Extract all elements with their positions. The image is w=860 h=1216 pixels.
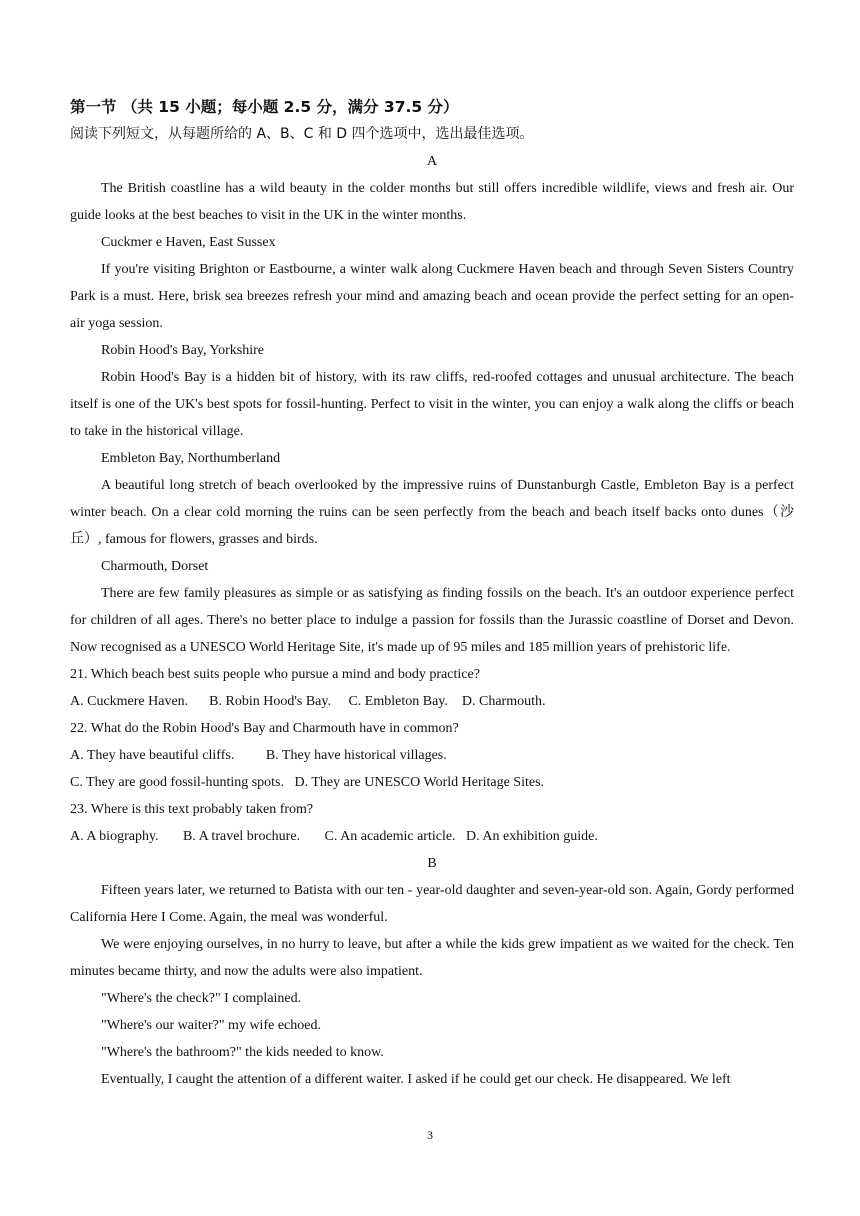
question-22-options-line-1: A. They have beautiful cliffs. B. They have historical villages. — [70, 748, 447, 763]
beach-heading: Embleton Bay, Northumberland — [101, 451, 281, 466]
passage-b-paragraph: Fifteen years later, we returned to Batista with our ten - year-old daughter and seven-year-old son. Again, Gordy performed California Here I Come. Again, the meal was wonderful. — [70, 883, 794, 925]
section-title: 第一节 （共 15 小题；每小题 2.5 分，满分 37.5 分） — [70, 98, 459, 116]
passage-b-paragraph: "Where's the check?" I complained. — [101, 991, 302, 1006]
question-21-stem: 21. Which beach best suits people who pursue a mind and body practice? — [70, 667, 480, 682]
section-instruction: 阅读下列短文，从每题所给的 A、B、C 和 D 四个选项中，选出最佳选项。 — [70, 126, 534, 142]
beach-description: There are few family pleasures as simple or as satisfying as finding fossils on the beach. It's an outdoor experience perfect for children of all ages. There's no better place to indulge a passion for fossils than the Jurassic coastline of Dorset and Devon. Now recognised as a UNESCO World Heritage Site, it's made up of 95 miles and 185 million years of prehistoric life. — [70, 586, 794, 655]
passage-b-paragraph: "Where's our waiter?" my wife echoed. — [101, 1018, 321, 1033]
passage-a-letter: A — [426, 154, 438, 169]
question-22-options-line-2: C. They are good fossil-hunting spots. D. They are UNESCO World Heritage Sites. — [70, 775, 545, 790]
question-23-stem: 23. Where is this text probably taken from? — [70, 802, 314, 817]
question-23-options: A. A biography. B. A travel brochure. C. An academic article. D. An exhibition guide. — [70, 829, 598, 844]
beach-heading: Charmouth, Dorset — [101, 559, 209, 574]
page-content — [70, 94, 794, 1093]
beach-heading: Cuckmer e Haven, East Sussex — [101, 235, 276, 250]
page-number: 3 — [427, 1128, 433, 1142]
passage-b-paragraph: We were enjoying ourselves, in no hurry to leave, but after a while the kids grew impatient as we waited for the check. Ten minutes became thirty, and now the adults were also impatient. — [70, 937, 794, 979]
beach-description: A beautiful long stretch of beach overlooked by the impressive ruins of Dunstanburgh Castle, Embleton Bay is a perfect winter beach. On a clear cold morning the ruins can be seen perfectly from the beach and beach itself backs onto dunes（沙丘）, famous for flowers, grasses and birds. — [70, 478, 794, 547]
question-22-stem: 22. What do the Robin Hood's Bay and Charmouth have in common? — [70, 721, 459, 736]
beach-description: If you're visiting Brighton or Eastbourne, a winter walk along Cuckmere Haven beach and through Seven Sisters Country Park is a must. Here, brisk sea breezes refresh your mind and amazing beach and ocean provide the perfect setting for an open-air yoga session. — [70, 262, 794, 331]
passage-b-paragraph: "Where's the bathroom?" the kids needed to know. — [101, 1045, 384, 1060]
beach-heading: Robin Hood's Bay, Yorkshire — [101, 343, 265, 358]
passage-b-paragraph: Eventually, I caught the attention of a different waiter. I asked if he could get our check. He disappeared. We left — [101, 1072, 731, 1087]
passage-a-intro: The British coastline has a wild beauty in the colder months but still offers incredible wildlife, views and fresh air. Our guide looks at the best beaches to visit in the UK in the winter months. — [70, 181, 794, 223]
beach-description: Robin Hood's Bay is a hidden bit of history, with its raw cliffs, red-roofed cottages and unusual architecture. The beach itself is one of the UK's best spots for fossil-hunting. Perfect to visit in the winter, you can enjoy a walk along the cliffs or beach to take in the historical village. — [70, 370, 794, 439]
question-21-options: A. Cuckmere Haven. B. Robin Hood's Bay. C. Embleton Bay. D. Charmouth. — [70, 694, 546, 709]
passage-b-letter: B — [427, 856, 437, 871]
